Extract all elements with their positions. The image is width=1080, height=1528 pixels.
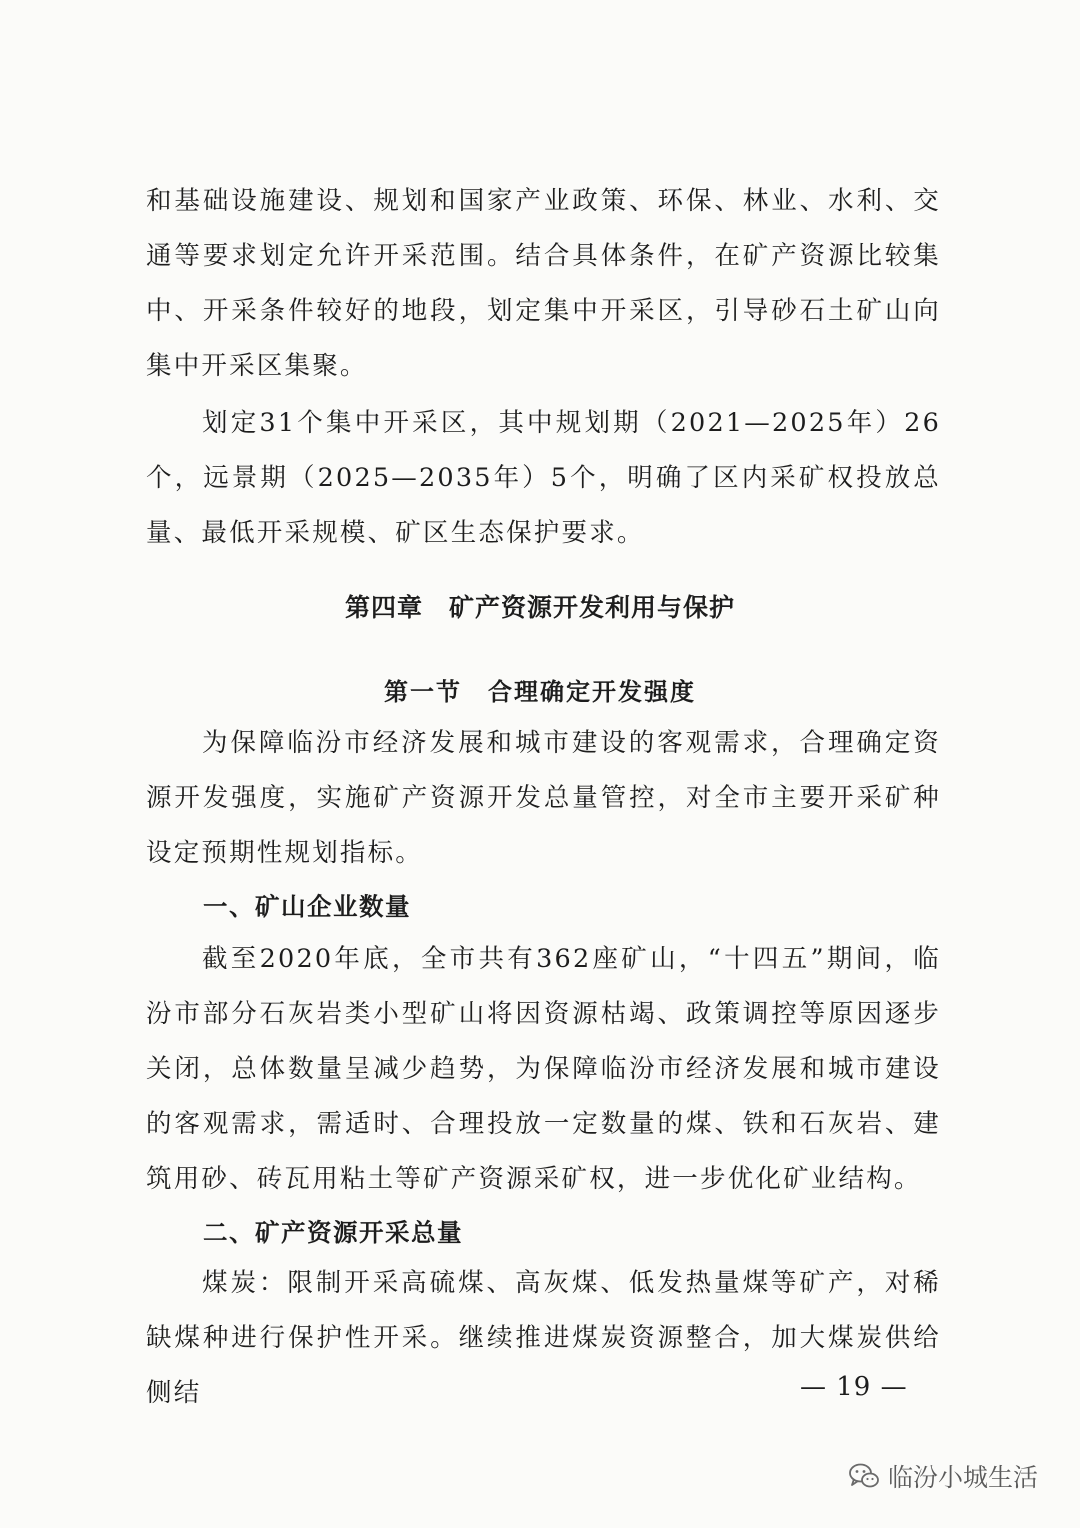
paragraph-development-intensity: 为保障临汾市经济发展和城市建设的客观需求，合理确定资源开发强度，实施矿产资源开发总量管控，对全市主要开采矿种设定预期性规划指标。 bbox=[146, 728, 941, 868]
paragraph-coal: 煤炭：限制开采高硫煤、高灰煤、低发热量煤等矿产，对稀缺煤种进行保护性开采。继续推进煤炭资源整合，加大煤炭供给侧结 bbox=[146, 1268, 941, 1408]
section-title: 第一节 合理确定开发强度 bbox=[384, 677, 696, 706]
chapter-title: 第四章 矿产资源开发利用与保护 bbox=[344, 593, 735, 622]
watermark bbox=[848, 1458, 1038, 1494]
watermark-text: 临汾小城生活 bbox=[888, 1463, 1039, 1492]
paragraph-zoning-continued: 和基础设施建设、规划和国家产业政策、环保、林业、水利、交通等要求划定允许开采范围。结合具体条件，在矿产资源比较集中、开采条件较好的地段，划定集中开采区，引导砂石土矿山向集中开采区集聚。 bbox=[146, 186, 941, 381]
page-number: — 19 — bbox=[800, 1372, 908, 1402]
heading-mine-count: 一、矿山企业数量 bbox=[203, 892, 411, 921]
paragraph-mining-zones: 划定31个集中开采区，其中规划期（2021—2025年）26个，远景期（2025—2035年）5个，明确了区内采矿权投放总量、最低开采规模、矿区生态保护要求。 bbox=[146, 408, 941, 548]
paragraph-mine-count: 截至2020年底，全市共有362座矿山，“十四五”期间，临汾市部分石灰岩类小型矿山将因资源枯竭、政策调控等原因逐步关闭，总体数量呈减少趋势，为保障临汾市经济发展和城市建设的客观需求，需适时、合理投放一定数量的煤、铁和石灰岩、建筑用砂、砖瓦用粘土等矿产资源采矿权，进一步优化矿业结构。 bbox=[146, 944, 941, 1194]
heading-extraction-total: 二、矿产资源开采总量 bbox=[203, 1218, 463, 1247]
wechat-icon bbox=[848, 1461, 880, 1491]
